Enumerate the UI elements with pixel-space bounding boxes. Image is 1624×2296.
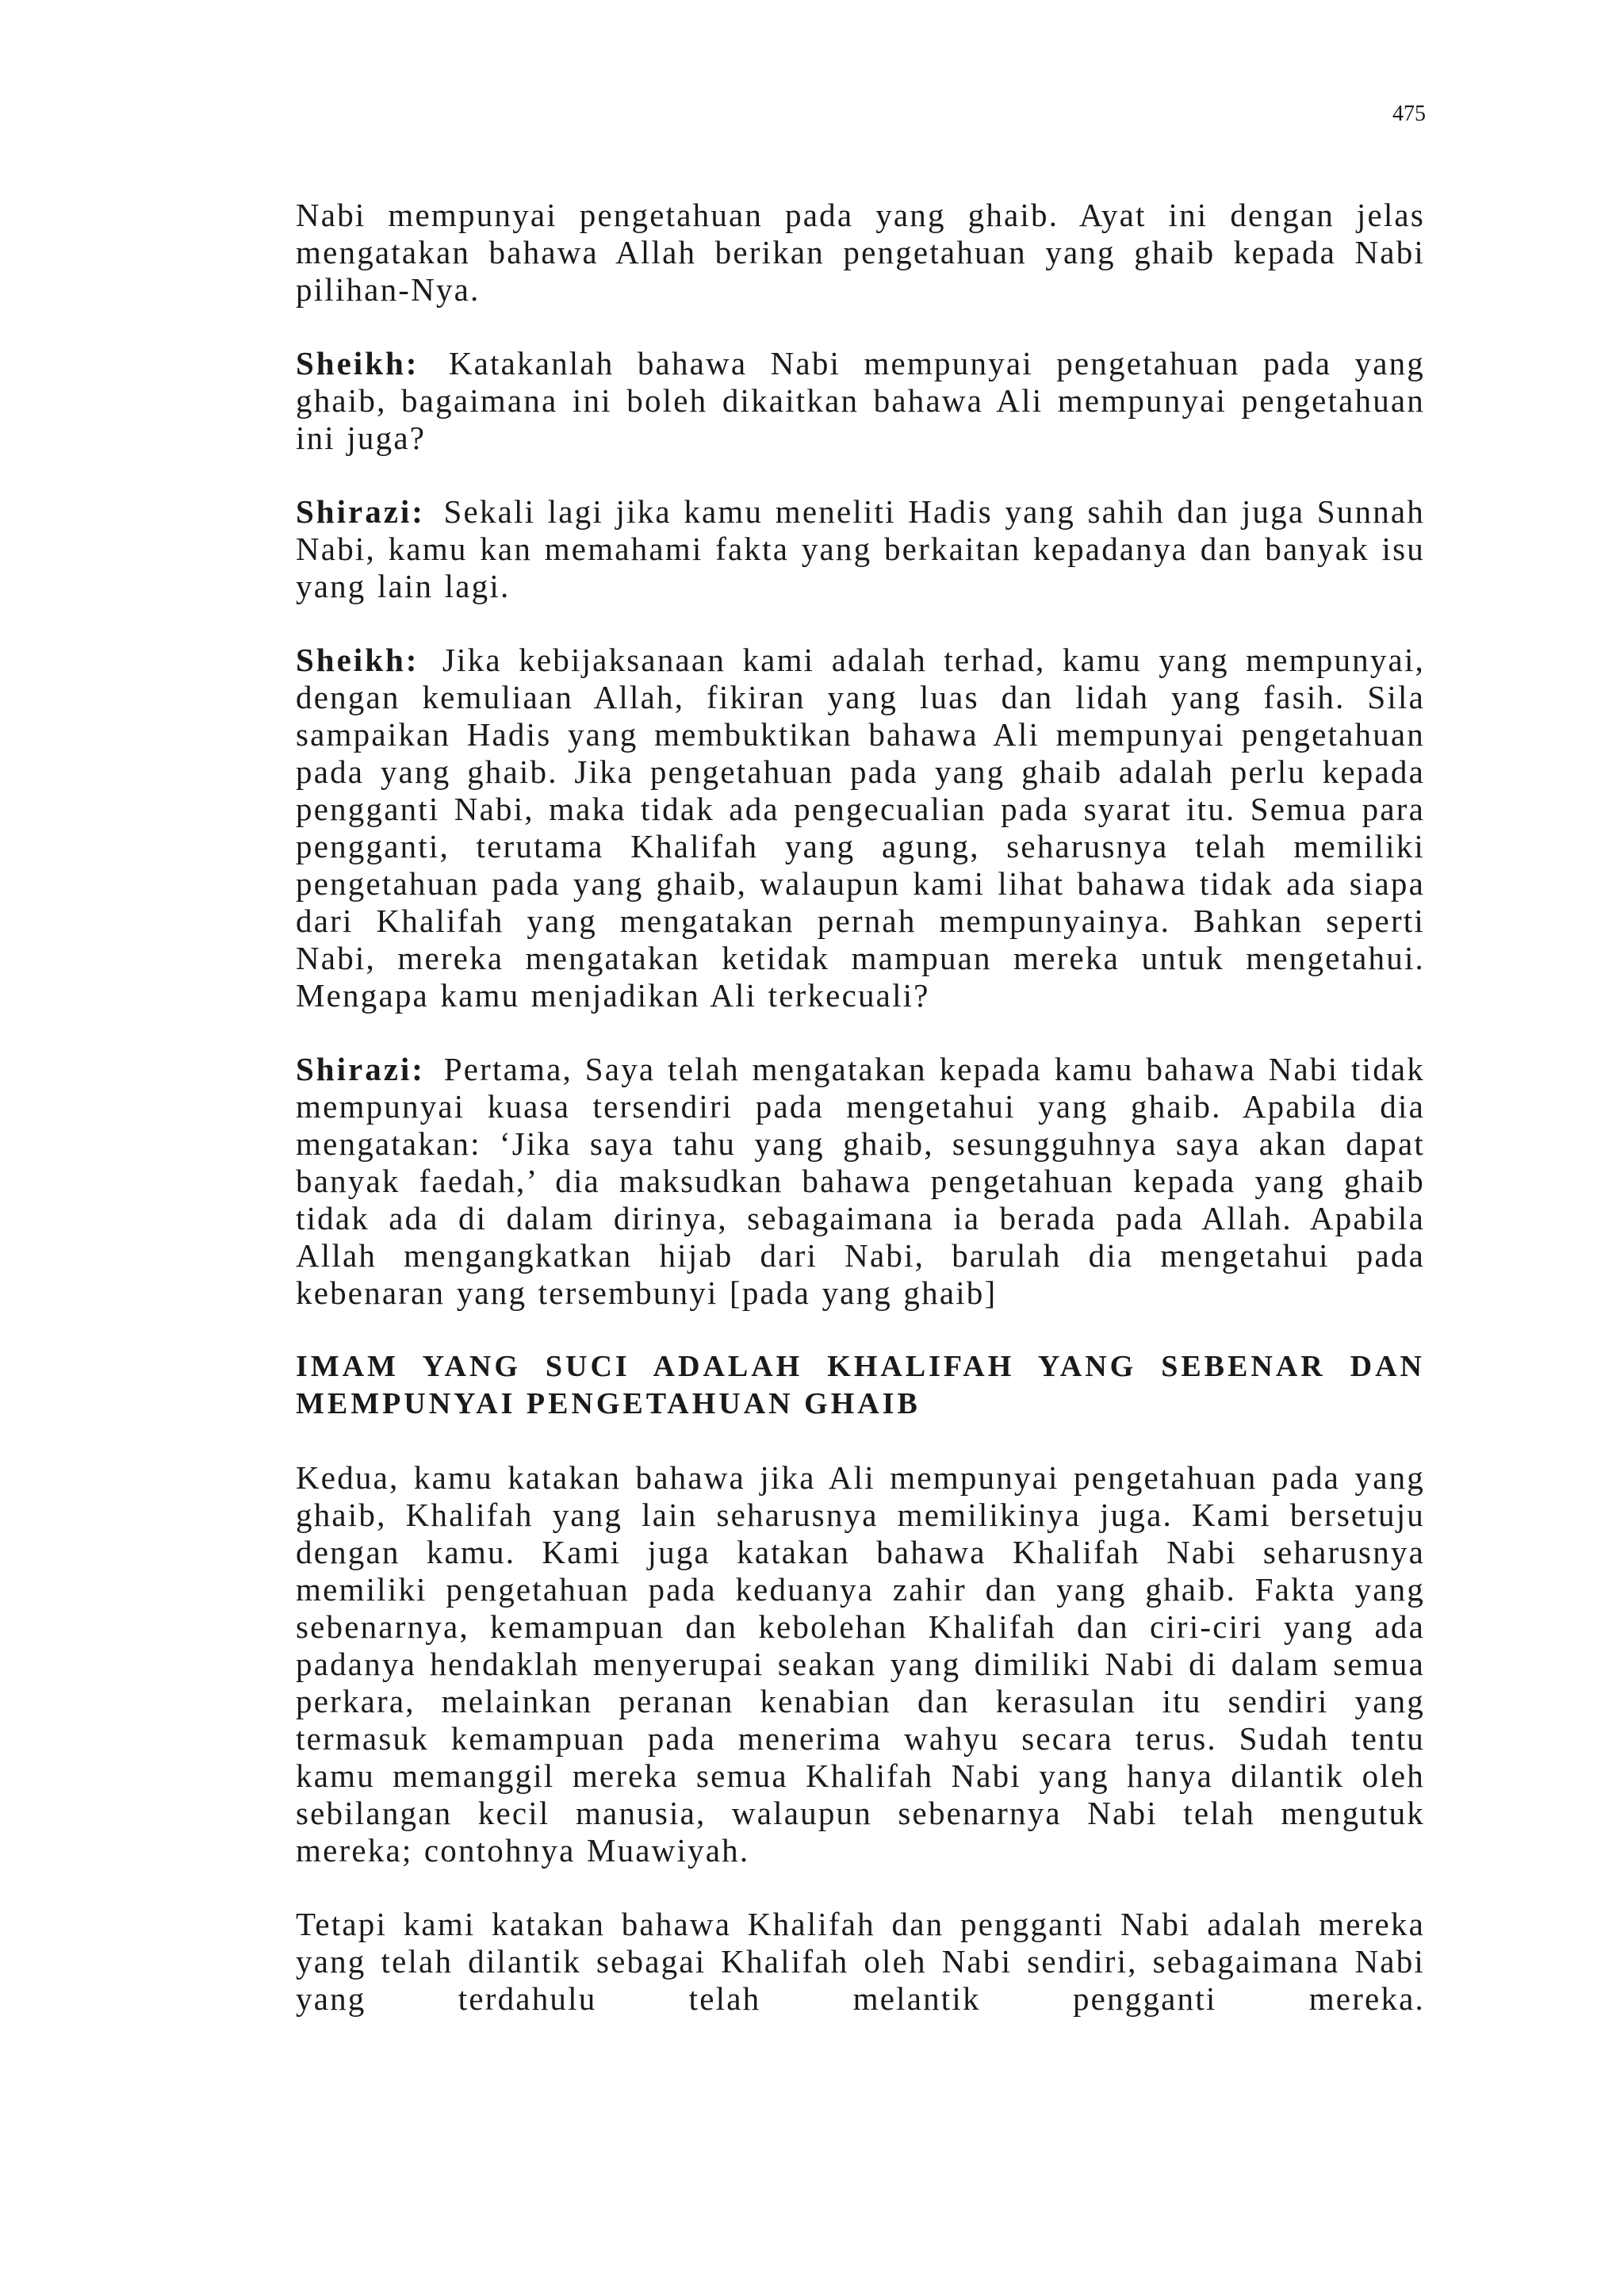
body-paragraph	[296, 1459, 1425, 1869]
paragraph-text: Tetapi kami katakan bahawa Khalifah dan pengganti Nabi adalah mereka yang telah dilantik sebagai Khalifah oleh Nabi sendiri, sebagaimana Nabi yang terdahulu telah melantik pengganti mereka.	[296, 1906, 1425, 2017]
body-paragraph	[296, 1906, 1425, 2018]
speaker-label: Sheikh:	[296, 642, 419, 678]
paragraph-text: Katakanlah bahawa Nabi mempunyai pengetahuan pada yang ghaib, bagaimana ini boleh dikaitkan bahawa Ali mempunyai pengetahuan ini juga?	[296, 345, 1425, 456]
dialogue-paragraph	[296, 642, 1425, 1014]
dialogue-paragraph	[296, 493, 1425, 605]
speaker-label: Shirazi:	[296, 493, 425, 530]
paragraph-text: Jika kebijaksanaan kami adalah terhad, kamu yang mempunyai, dengan kemuliaan Allah, fikiran yang luas dan lidah yang fasih. Sila sampaikan Hadis yang membuktikan bahawa Ali mempunyai pengetahuan pada yang ghaib. Jika pengetahuan pada yang ghaib adalah perlu kepada pengganti Nabi, maka tidak ada pengecualian pada syarat itu. Semua para pengganti, terutama Khalifah yang agung, seharusnya telah memiliki pengetahuan pada yang ghaib, walaupun kami lihat bahawa tidak ada siapa dari Khalifah yang mengatakan pernah mempunyainya. Bahkan seperti Nabi, mereka mengatakan ketidak mampuan mereka untuk mengetahui. Mengapa kamu menjadikan Ali terkecuali?	[296, 642, 1425, 1014]
section-heading: IMAM YANG SUCI ADALAH KHALIFAH YANG SEBENAR DAN MEMPUNYAI PENGETAHUAN GHAIB	[296, 1350, 1425, 1420]
page-body	[296, 197, 1425, 2018]
paragraph-text: Nabi mempunyai pengetahuan pada yang ghaib. Ayat ini dengan jelas mengatakan bahawa Allah berikan pengetahuan yang ghaib kepada Nabi pilihan-Nya.	[296, 197, 1425, 308]
paragraph-text: Kedua, kamu katakan bahawa jika Ali mempunyai pengetahuan pada yang ghaib, Khalifah yang lain seharusnya memilikinya juga. Kami bersetuju dengan kamu. Kami juga katakan bahawa Khalifah Nabi seharusnya memiliki pengetahuan pada keduanya zahir dan yang ghaib. Fakta yang sebenarnya, kemampuan dan kebolehan Khalifah dan ciri-ciri yang ada padanya hendaklah menyerupai seakan yang dimiliki Nabi di dalam semua perkara, melainkan peranan kenabian dan kerasulan itu sendiri yang termasuk kemampuan pada menerima wahyu secara terus. Sudah tentu kamu memanggil mereka semua Khalifah Nabi yang hanya dilantik oleh sebilangan kecil manusia, walaupun sebenarnya Nabi telah mengutuk mereka; contohnya Muawiyah.	[296, 1459, 1425, 1869]
page-number: 475	[1392, 102, 1426, 126]
paragraph-intro	[296, 197, 1425, 309]
paragraph-text: Sekali lagi jika kamu meneliti Hadis yang sahih dan juga Sunnah Nabi, kamu kan memahami fakta yang berkaitan kepadanya dan banyak isu yang lain lagi.	[296, 493, 1425, 604]
dialogue-paragraph	[296, 345, 1425, 457]
paragraph-text: Pertama, Saya telah mengatakan kepada kamu bahawa Nabi tidak mempunyai kuasa tersendiri pada mengetahui yang ghaib. Apabila dia mengatakan: ‘Jika saya tahu yang ghaib, sesungguhnya saya akan dapat banyak faedah,’ dia maksudkan bahawa pengetahuan kepada yang ghaib tidak ada di dalam dirinya, sebagaimana ia berada pada Allah. Apabila Allah mengangkatkan hijab dari Nabi, barulah dia mengetahui pada kebenaran yang tersembunyi [pada yang ghaib]	[296, 1051, 1425, 1311]
speaker-label: Shirazi:	[296, 1051, 425, 1087]
dialogue-paragraph	[296, 1051, 1425, 1312]
speaker-label: Sheikh:	[296, 345, 419, 381]
